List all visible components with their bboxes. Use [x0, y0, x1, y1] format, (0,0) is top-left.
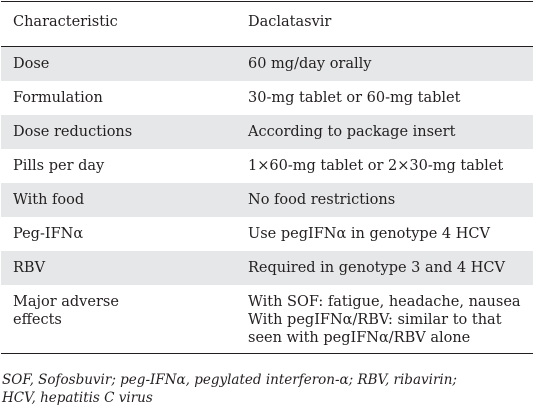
row-value: According to package insert [233, 115, 533, 149]
row-value-line: With SOF: fatigue, headache, nausea [248, 293, 521, 310]
row-value: Use pegIFNα in genotype 4 HCV [248, 225, 490, 242]
table-row-peg-ifn [1, 217, 533, 251]
row-value: 30-mg tablet or 60-mg tablet [248, 89, 461, 106]
row-value-line: With pegIFNα/RBV: similar to that [248, 311, 502, 328]
row-label: Dose [1, 47, 233, 81]
table-footnote [2, 371, 532, 407]
row-value [233, 285, 533, 354]
footnote-line: HCV, hepatitis C virus [2, 390, 153, 406]
column-header-characteristic: Characteristic [1, 2, 233, 47]
row-label: Dose reductions [1, 115, 233, 149]
table-row-formulation [1, 81, 533, 115]
row-label: Pills per day [13, 157, 105, 174]
row-label: Peg-IFNα [13, 225, 84, 242]
row-value: 1×60-mg tablet or 2×30-mg tablet [248, 157, 504, 174]
row-value: No food restrictions [233, 183, 533, 217]
table-row-pills-per-day [1, 149, 533, 183]
table-body [1, 47, 533, 354]
footnote-line: SOF, Sofosbuvir; peg-IFNα, pegylated interferon-α; RBV, ribavirin; [2, 372, 457, 388]
table-header [1, 2, 533, 47]
table-row-rbv [1, 251, 533, 285]
header-row [1, 2, 533, 47]
row-label [1, 285, 233, 354]
row-value: Required in genotype 3 and 4 HCV [233, 251, 533, 285]
column-header-daclatasvir: Daclatasvir [233, 2, 533, 47]
row-value: 60 mg/day orally [233, 47, 533, 81]
row-label: With food [1, 183, 233, 217]
daclatasvir-characteristics-table [1, 1, 533, 354]
table-row-dose [1, 47, 533, 81]
row-label-line: Major adverse [13, 293, 119, 310]
row-label: Formulation [13, 89, 103, 106]
row-label-line: effects [13, 311, 62, 328]
row-value-line: seen with pegIFNα/RBV alone [248, 329, 471, 346]
row-label: RBV [1, 251, 233, 285]
table-row-dose-reductions [1, 115, 533, 149]
table-row-major-adverse-effects [1, 285, 533, 354]
table-row-with-food [1, 183, 533, 217]
